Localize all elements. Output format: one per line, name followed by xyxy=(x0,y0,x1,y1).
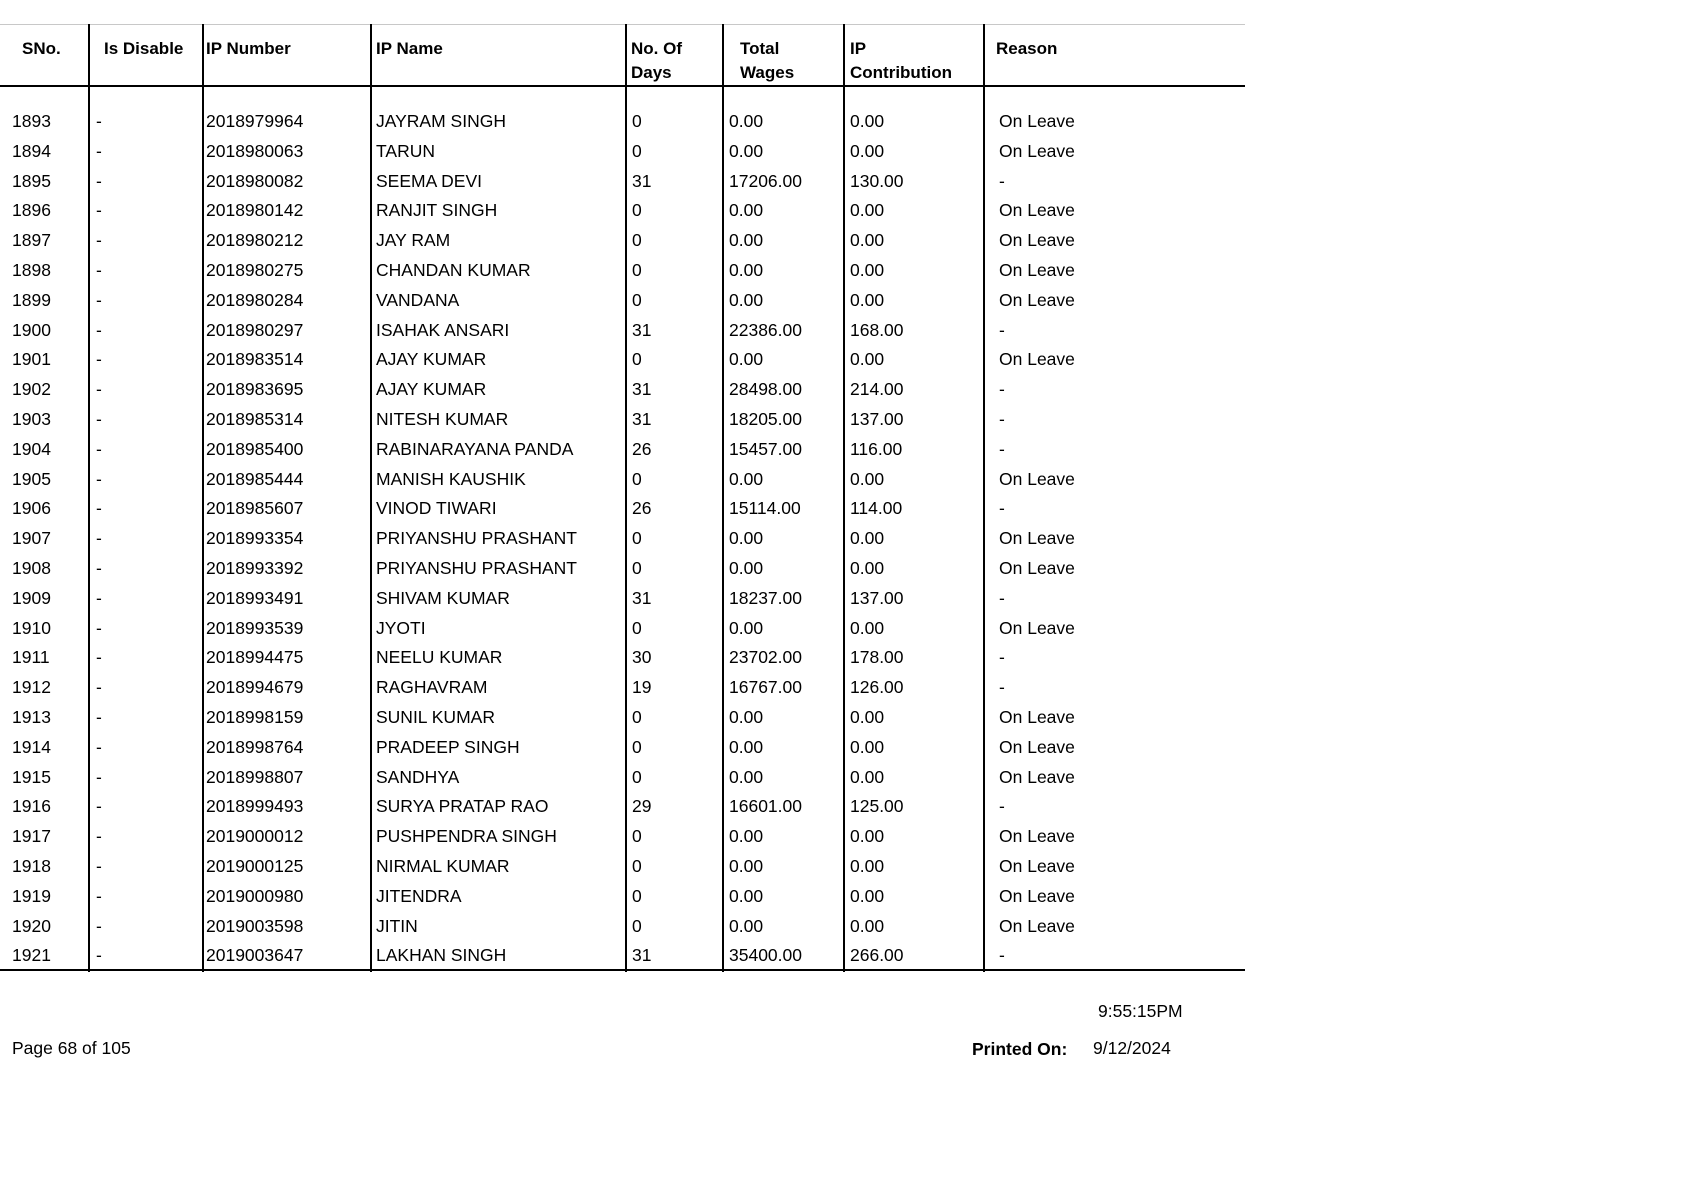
cell-total-wages: 0.00 xyxy=(729,111,764,131)
cell-total-wages: 35400.00 xyxy=(729,945,802,966)
cell-is-disable: - xyxy=(96,111,102,131)
printed-on-date: 9/12/2024 xyxy=(1093,1038,1171,1058)
column-divider xyxy=(88,24,90,972)
cell-reason: On Leave xyxy=(999,617,1075,638)
cell-ip-number: 2018985400 xyxy=(206,438,304,459)
cell-sno: 1905 xyxy=(12,468,51,489)
cell-ip-number: 2018985444 xyxy=(206,468,304,489)
cell-ip-contribution: 178.00 xyxy=(850,647,904,668)
column-divider xyxy=(625,24,627,972)
table-row xyxy=(0,137,1245,167)
cell-ip-name: VINOD TIWARI xyxy=(376,498,497,519)
cell-ip-name: PRIYANSHU PRASHANT xyxy=(376,557,577,578)
cell-ip-contribution: 0.00 xyxy=(850,617,885,638)
table-row xyxy=(0,941,1245,971)
cell-no-of-days: 0 xyxy=(632,289,642,310)
cell-ip-contribution: 137.00 xyxy=(850,408,904,429)
cell-ip-name: TARUN xyxy=(376,140,435,161)
cell-ip-number: 2019003598 xyxy=(206,915,304,936)
cell-ip-name: NITESH KUMAR xyxy=(376,408,509,429)
cell-ip-number: 2018980063 xyxy=(206,140,304,161)
cell-total-wages: 0.00 xyxy=(729,468,764,489)
cell-sno: 1895 xyxy=(12,170,51,191)
cell-is-disable: - xyxy=(96,736,102,757)
cell-no-of-days: 0 xyxy=(632,766,642,787)
cell-ip-number: 2018980275 xyxy=(206,259,304,280)
cell-is-disable: - xyxy=(96,915,102,936)
cell-no-of-days: 0 xyxy=(632,140,642,161)
cell-ip-name: SEEMA DEVI xyxy=(376,170,483,191)
table-row xyxy=(0,703,1245,733)
cell-reason: - xyxy=(999,677,1005,698)
cell-reason: - xyxy=(999,438,1005,459)
cell-ip-contribution: 0.00 xyxy=(850,111,885,131)
cell-ip-name: JAYRAM SINGH xyxy=(376,111,506,131)
report-table xyxy=(0,24,1245,971)
cell-ip-number: 2018983695 xyxy=(206,379,304,400)
cell-sno: 1918 xyxy=(12,855,51,876)
cell-ip-contribution: 0.00 xyxy=(850,915,885,936)
cell-no-of-days: 0 xyxy=(632,826,642,847)
cell-sno: 1911 xyxy=(12,647,50,668)
cell-sno: 1893 xyxy=(12,111,51,131)
cell-is-disable: - xyxy=(96,826,102,847)
cell-ip-name: JITIN xyxy=(376,915,418,936)
header-ip-name: IP Name xyxy=(376,39,443,58)
cell-ip-contribution: 116.00 xyxy=(850,438,903,459)
printed-on-label: Printed On: xyxy=(972,1039,1068,1059)
cell-ip-contribution: 137.00 xyxy=(850,587,904,608)
cell-ip-contribution: 114.00 xyxy=(850,498,903,519)
cell-reason: On Leave xyxy=(999,528,1075,549)
cell-ip-contribution: 0.00 xyxy=(850,885,885,906)
cell-is-disable: - xyxy=(96,796,102,817)
table-row xyxy=(0,405,1245,435)
cell-reason: On Leave xyxy=(999,826,1075,847)
cell-no-of-days: 0 xyxy=(632,915,642,936)
cell-total-wages: 16601.00 xyxy=(729,796,802,817)
cell-no-of-days: 0 xyxy=(632,617,642,638)
cell-no-of-days: 31 xyxy=(632,408,652,429)
column-divider xyxy=(202,24,204,972)
cell-ip-name: CHANDAN KUMAR xyxy=(376,259,531,280)
cell-ip-name: SUNIL KUMAR xyxy=(376,706,495,727)
cell-is-disable: - xyxy=(96,319,102,340)
table-row xyxy=(0,465,1245,495)
cell-reason: On Leave xyxy=(999,706,1075,727)
cell-is-disable: - xyxy=(96,259,102,280)
cell-reason: On Leave xyxy=(999,289,1075,310)
table-row xyxy=(0,643,1245,673)
cell-total-wages: 0.00 xyxy=(729,766,764,787)
cell-ip-name: MANISH KAUSHIK xyxy=(376,468,526,489)
cell-ip-contribution: 0.00 xyxy=(850,200,885,221)
table-row xyxy=(0,584,1245,614)
cell-no-of-days: 31 xyxy=(632,587,652,608)
cell-reason: - xyxy=(999,319,1005,340)
cell-no-of-days: 0 xyxy=(632,528,642,549)
cell-sno: 1894 xyxy=(12,140,51,161)
cell-reason: - xyxy=(999,379,1005,400)
cell-sno: 1897 xyxy=(12,230,51,251)
cell-is-disable: - xyxy=(96,557,102,578)
cell-sno: 1921 xyxy=(12,945,51,966)
cell-reason: - xyxy=(999,498,1005,519)
cell-is-disable: - xyxy=(96,706,102,727)
cell-reason: On Leave xyxy=(999,230,1075,251)
cell-total-wages: 0.00 xyxy=(729,855,764,876)
cell-ip-name: SURYA PRATAP RAO xyxy=(376,796,549,817)
cell-no-of-days: 26 xyxy=(632,438,652,459)
cell-total-wages: 0.00 xyxy=(729,706,764,727)
cell-is-disable: - xyxy=(96,349,102,370)
cell-ip-name: AJAY KUMAR xyxy=(376,379,487,400)
cell-ip-contribution: 0.00 xyxy=(850,706,885,727)
cell-is-disable: - xyxy=(96,289,102,310)
cell-no-of-days: 31 xyxy=(632,319,652,340)
cell-sno: 1920 xyxy=(12,915,51,936)
table-body xyxy=(0,87,1245,971)
cell-ip-name: JYOTI xyxy=(376,617,426,638)
cell-ip-number: 2018980142 xyxy=(206,200,304,221)
cell-no-of-days: 19 xyxy=(632,677,652,698)
cell-ip-contribution: 0.00 xyxy=(850,826,885,847)
cell-ip-number: 2019000012 xyxy=(206,826,304,847)
cell-sno: 1908 xyxy=(12,557,51,578)
cell-reason: On Leave xyxy=(999,140,1075,161)
cell-ip-contribution: 0.00 xyxy=(850,766,885,787)
cell-no-of-days: 0 xyxy=(632,706,642,727)
cell-sno: 1899 xyxy=(12,289,51,310)
cell-reason: On Leave xyxy=(999,200,1075,221)
cell-ip-contribution: 130.00 xyxy=(850,170,904,191)
cell-ip-name: RABINARAYANA PANDA xyxy=(376,438,574,459)
cell-reason: - xyxy=(999,587,1005,608)
cell-ip-name: PUSHPENDRA SINGH xyxy=(376,826,557,847)
cell-reason: - xyxy=(999,408,1005,429)
cell-ip-contribution: 0.00 xyxy=(850,140,885,161)
cell-no-of-days: 0 xyxy=(632,885,642,906)
cell-no-of-days: 0 xyxy=(632,349,642,370)
cell-sno: 1916 xyxy=(12,796,51,817)
cell-ip-contribution: 0.00 xyxy=(850,468,885,489)
table-row xyxy=(0,912,1245,942)
cell-is-disable: - xyxy=(96,677,102,698)
cell-ip-number: 2018993539 xyxy=(206,617,304,638)
cell-ip-number: 2018998807 xyxy=(206,766,304,787)
cell-ip-number: 2018993354 xyxy=(206,528,304,549)
cell-is-disable: - xyxy=(96,855,102,876)
cell-is-disable: - xyxy=(96,379,102,400)
cell-sno: 1902 xyxy=(12,379,51,400)
cell-sno: 1904 xyxy=(12,438,51,459)
cell-total-wages: 16767.00 xyxy=(729,677,802,698)
cell-total-wages: 0.00 xyxy=(729,885,764,906)
cell-total-wages: 0.00 xyxy=(729,736,764,757)
column-divider xyxy=(722,24,724,972)
cell-reason: On Leave xyxy=(999,766,1075,787)
cell-no-of-days: 0 xyxy=(632,200,642,221)
cell-sno: 1901 xyxy=(12,349,51,370)
cell-no-of-days: 0 xyxy=(632,230,642,251)
cell-ip-name: RAGHAVRAM xyxy=(376,677,488,698)
cell-total-wages: 23702.00 xyxy=(729,647,802,668)
cell-ip-name: RANJIT SINGH xyxy=(376,200,498,221)
cell-total-wages: 17206.00 xyxy=(729,170,802,191)
cell-no-of-days: 31 xyxy=(632,379,652,400)
table-row xyxy=(0,792,1245,822)
table-row xyxy=(0,614,1245,644)
header-is-disable: Is Disable xyxy=(104,39,184,58)
cell-is-disable: - xyxy=(96,766,102,787)
cell-ip-contribution: 0.00 xyxy=(850,349,885,370)
cell-total-wages: 0.00 xyxy=(729,200,764,221)
cell-no-of-days: 0 xyxy=(632,468,642,489)
column-divider xyxy=(843,24,845,972)
cell-ip-contribution: 0.00 xyxy=(850,736,885,757)
cell-reason: - xyxy=(999,796,1005,817)
cell-ip-number: 2019000980 xyxy=(206,885,304,906)
cell-ip-name: SHIVAM KUMAR xyxy=(376,587,510,608)
cell-ip-number: 2018985607 xyxy=(206,498,304,519)
cell-total-wages: 18205.00 xyxy=(729,408,802,429)
cell-is-disable: - xyxy=(96,617,102,638)
header-sno: SNo. xyxy=(22,39,61,58)
cell-reason: On Leave xyxy=(999,259,1075,280)
table-row xyxy=(0,673,1245,703)
print-time: 9:55:15PM xyxy=(1098,1001,1183,1021)
cell-total-wages: 0.00 xyxy=(729,259,764,280)
cell-no-of-days: 0 xyxy=(632,855,642,876)
cell-sno: 1898 xyxy=(12,259,51,280)
cell-ip-number: 2018980082 xyxy=(206,170,304,191)
cell-ip-name: JITENDRA xyxy=(376,885,462,906)
cell-no-of-days: 0 xyxy=(632,111,642,131)
cell-sno: 1917 xyxy=(12,826,51,847)
cell-sno: 1912 xyxy=(12,677,51,698)
table-row xyxy=(0,882,1245,912)
cell-ip-number: 2018998764 xyxy=(206,736,304,757)
cell-total-wages: 22386.00 xyxy=(729,319,802,340)
cell-ip-name: PRADEEP SINGH xyxy=(376,736,520,757)
header-reason: Reason xyxy=(996,39,1058,58)
cell-ip-contribution: 0.00 xyxy=(850,528,885,549)
cell-reason: On Leave xyxy=(999,349,1075,370)
cell-no-of-days: 31 xyxy=(632,945,652,966)
page-indicator: Page 68 of 105 xyxy=(12,1038,131,1058)
cell-is-disable: - xyxy=(96,408,102,429)
cell-total-wages: 0.00 xyxy=(729,528,764,549)
cell-total-wages: 0.00 xyxy=(729,915,764,936)
table-row xyxy=(0,733,1245,763)
cell-ip-number: 2018994475 xyxy=(206,647,304,668)
cell-sno: 1900 xyxy=(12,319,51,340)
cell-sno: 1913 xyxy=(12,706,51,727)
table-row xyxy=(0,107,1245,137)
table-header xyxy=(0,24,1245,87)
cell-ip-contribution: 214.00 xyxy=(850,379,904,400)
cell-ip-number: 2018980212 xyxy=(206,230,304,251)
column-divider xyxy=(370,24,372,972)
cell-sno: 1914 xyxy=(12,736,51,757)
cell-sno: 1915 xyxy=(12,766,51,787)
table-row xyxy=(0,435,1245,465)
cell-total-wages: 0.00 xyxy=(729,230,764,251)
column-divider xyxy=(983,24,985,972)
cell-no-of-days: 0 xyxy=(632,557,642,578)
header-ip-number: IP Number xyxy=(206,39,291,58)
table-row xyxy=(0,256,1245,286)
table-row xyxy=(0,822,1245,852)
cell-reason: On Leave xyxy=(999,736,1075,757)
cell-sno: 1896 xyxy=(12,200,51,221)
cell-ip-number: 2018980284 xyxy=(206,289,304,310)
cell-ip-name: VANDANA xyxy=(376,289,460,310)
cell-is-disable: - xyxy=(96,528,102,549)
cell-ip-number: 2018980297 xyxy=(206,319,304,340)
cell-no-of-days: 0 xyxy=(632,259,642,280)
cell-is-disable: - xyxy=(96,170,102,191)
table-row xyxy=(0,524,1245,554)
cell-ip-contribution: 0.00 xyxy=(850,259,885,280)
cell-reason: On Leave xyxy=(999,111,1075,131)
table-row xyxy=(0,167,1245,197)
cell-ip-number: 2018994679 xyxy=(206,677,304,698)
table-row xyxy=(0,226,1245,256)
cell-reason: On Leave xyxy=(999,915,1075,936)
cell-is-disable: - xyxy=(96,468,102,489)
cell-ip-contribution: 0.00 xyxy=(850,855,885,876)
cell-ip-number: 2019000125 xyxy=(206,855,304,876)
cell-ip-contribution: 266.00 xyxy=(850,945,904,966)
cell-reason: - xyxy=(999,945,1005,966)
cell-ip-contribution: 168.00 xyxy=(850,319,904,340)
cell-total-wages: 0.00 xyxy=(729,140,764,161)
table-row xyxy=(0,286,1245,316)
cell-ip-name: ISAHAK ANSARI xyxy=(376,319,510,340)
cell-no-of-days: 30 xyxy=(632,647,652,668)
cell-is-disable: - xyxy=(96,140,102,161)
cell-reason: On Leave xyxy=(999,468,1075,489)
cell-ip-contribution: 0.00 xyxy=(850,230,885,251)
table-row xyxy=(0,763,1245,793)
table-row xyxy=(0,554,1245,584)
cell-sno: 1903 xyxy=(12,408,51,429)
table-row xyxy=(0,375,1245,405)
cell-is-disable: - xyxy=(96,885,102,906)
cell-ip-contribution: 126.00 xyxy=(850,677,904,698)
cell-ip-number: 2018985314 xyxy=(206,408,304,429)
cell-ip-name: NIRMAL KUMAR xyxy=(376,855,510,876)
cell-ip-contribution: 0.00 xyxy=(850,557,885,578)
table-row xyxy=(0,196,1245,226)
table-row xyxy=(0,345,1245,375)
table-row xyxy=(0,494,1245,524)
cell-total-wages: 28498.00 xyxy=(729,379,802,400)
header-no-of-days: No. Of Days xyxy=(631,39,682,82)
cell-total-wages: 15114.00 xyxy=(729,498,801,519)
cell-reason: On Leave xyxy=(999,885,1075,906)
cell-total-wages: 15457.00 xyxy=(729,438,802,459)
cell-is-disable: - xyxy=(96,587,102,608)
cell-sno: 1910 xyxy=(12,617,51,638)
cell-ip-number: 2018998159 xyxy=(206,706,304,727)
cell-total-wages: 18237.00 xyxy=(729,587,802,608)
cell-total-wages: 0.00 xyxy=(729,289,764,310)
cell-is-disable: - xyxy=(96,438,102,459)
cell-sno: 1919 xyxy=(12,885,51,906)
cell-ip-name: AJAY KUMAR xyxy=(376,349,487,370)
cell-ip-number: 2018993491 xyxy=(206,587,304,608)
cell-no-of-days: 31 xyxy=(632,170,652,191)
cell-reason: - xyxy=(999,647,1005,668)
table-row xyxy=(0,852,1245,882)
cell-is-disable: - xyxy=(96,230,102,251)
cell-ip-contribution: 0.00 xyxy=(850,289,885,310)
cell-total-wages: 0.00 xyxy=(729,557,764,578)
cell-sno: 1907 xyxy=(12,528,51,549)
cell-is-disable: - xyxy=(96,200,102,221)
cell-ip-number: 2019003647 xyxy=(206,945,304,966)
cell-sno: 1906 xyxy=(12,498,51,519)
cell-ip-number: 2018993392 xyxy=(206,557,304,578)
cell-ip-contribution: 125.00 xyxy=(850,796,904,817)
cell-total-wages: 0.00 xyxy=(729,826,764,847)
cell-is-disable: - xyxy=(96,647,102,668)
cell-no-of-days: 26 xyxy=(632,498,652,519)
cell-ip-name: JAY RAM xyxy=(376,230,451,251)
cell-total-wages: 0.00 xyxy=(729,617,764,638)
cell-ip-number: 2018979964 xyxy=(206,111,304,131)
header-total-wages: Total Wages xyxy=(740,39,795,82)
cell-reason: On Leave xyxy=(999,855,1075,876)
cell-is-disable: - xyxy=(96,498,102,519)
cell-ip-name: SANDHYA xyxy=(376,766,460,787)
cell-ip-name: PRIYANSHU PRASHANT xyxy=(376,528,577,549)
header-ip-contribution: IP Contribution xyxy=(850,39,952,82)
cell-ip-name: LAKHAN SINGH xyxy=(376,945,507,966)
cell-reason: On Leave xyxy=(999,557,1075,578)
cell-ip-number: 2018999493 xyxy=(206,796,304,817)
cell-sno: 1909 xyxy=(12,587,51,608)
cell-is-disable: - xyxy=(96,945,102,966)
table-row xyxy=(0,316,1245,346)
cell-total-wages: 0.00 xyxy=(729,349,764,370)
cell-no-of-days: 29 xyxy=(632,796,652,817)
cell-reason: - xyxy=(999,170,1005,191)
cell-ip-number: 2018983514 xyxy=(206,349,304,370)
cell-no-of-days: 0 xyxy=(632,736,642,757)
cell-ip-name: NEELU KUMAR xyxy=(376,647,503,668)
